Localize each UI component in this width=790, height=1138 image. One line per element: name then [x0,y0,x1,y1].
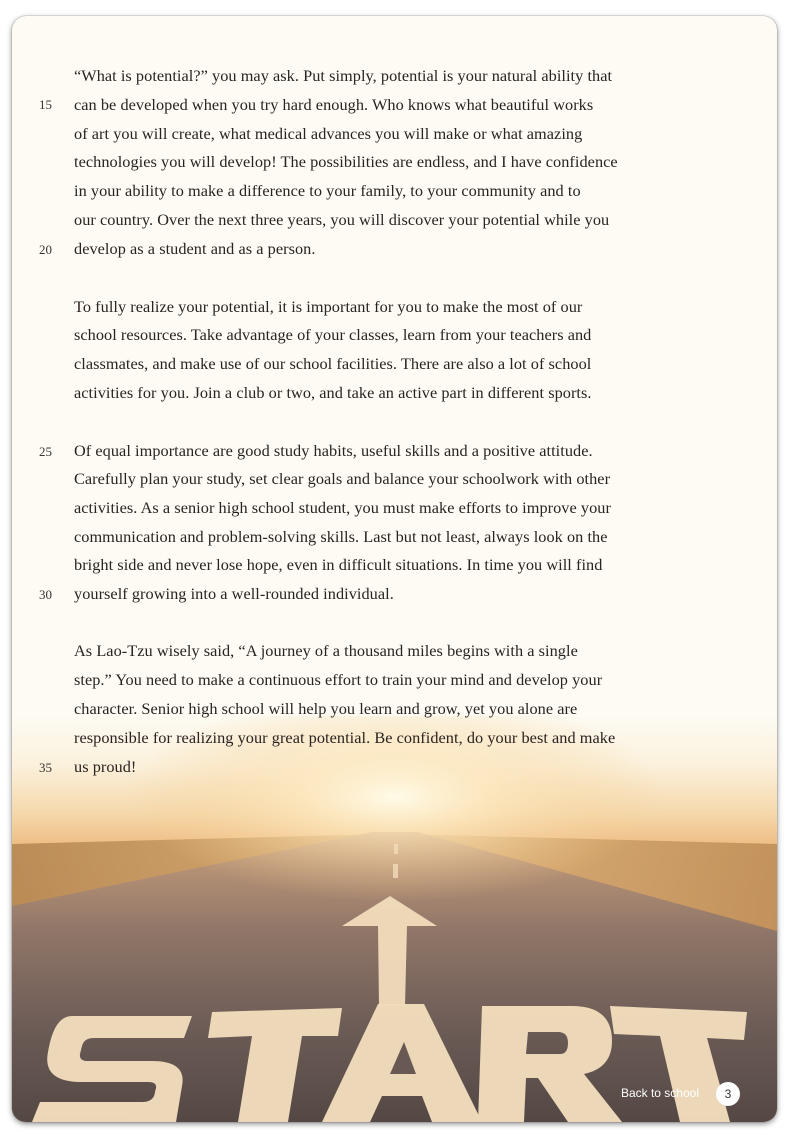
paragraph-2-line-4: activities for you. Join a club or two, and take an active part in different sports. [74,383,592,402]
paragraph-1-line-3: of art you will create, what medical advances you will make or what amazing [74,124,583,143]
paragraph-3-line-4: communication and problem-solving skills. Last but not least, always look on the [74,527,608,546]
paragraph-4-line-2: step.” You need to make a continuous effort to train your mind and develop your [74,670,603,689]
paragraph-1-line-1: “What is potential?” you may ask. Put simply, potential is your natural ability that [74,66,613,85]
page-number-badge: 3 [716,1082,740,1106]
paragraph-3-line-3: activities. As a senior high school student, you must make efforts to improve your [74,498,611,517]
paragraph-2-line-3: classmates, and make use of our school facilities. There are also a lot of school [74,354,592,373]
paragraph-4-line-5: us proud! [74,757,137,776]
paragraph-3-line-2: Carefully plan your study, set clear goals and balance your schoolwork with other [74,469,611,488]
paragraph-3-line-6: yourself growing into a well-rounded individual. [74,584,394,603]
paragraph-1-line-7: develop as a student and as a person. [74,239,316,258]
paragraph-4-line-3: character. Senior high school will help you learn and grow, yet you alone are [74,699,578,718]
paragraph-1-line-2: can be developed when you try hard enough. Who knows what beautiful works [74,95,594,114]
line-number-15: 15 [39,97,52,112]
body-text [12,16,777,806]
paragraph-1-line-5: in your ability to make a difference to your family, to your community and to [74,181,581,200]
paragraph-1-line-4: technologies you will develop! The possibilities are endless, and I have confidence [74,152,618,171]
paragraph-2-line-1: To fully realize your potential, it is important for you to make the most of our [74,297,583,316]
line-number-35: 35 [39,760,52,775]
line-number-30: 30 [39,587,52,602]
paragraph-2-line-2: school resources. Take advantage of your classes, learn from your teachers and [74,325,592,344]
paragraph-3-line-5: bright side and never lose hope, even in difficult situations. In time you will find [74,555,603,574]
section-label: Back to school [620,1086,699,1100]
paragraph-4-line-4: responsible for realizing your great potential. Be confident, do your best and make [74,728,616,747]
paragraph-4-line-1: As Lao-Tzu wisely said, “A journey of a thousand miles begins with a single [74,641,578,660]
road-marking-text [0,0,1,1]
paragraph-1-line-6: our country. Over the next three years, you will discover your potential while you [74,210,610,229]
textbook-page [12,16,777,1122]
paragraph-3-line-1: Of equal importance are good study habits, useful skills and a positive attitude. [74,441,593,460]
line-number-20: 20 [39,242,52,257]
line-number-25: 25 [39,444,52,459]
